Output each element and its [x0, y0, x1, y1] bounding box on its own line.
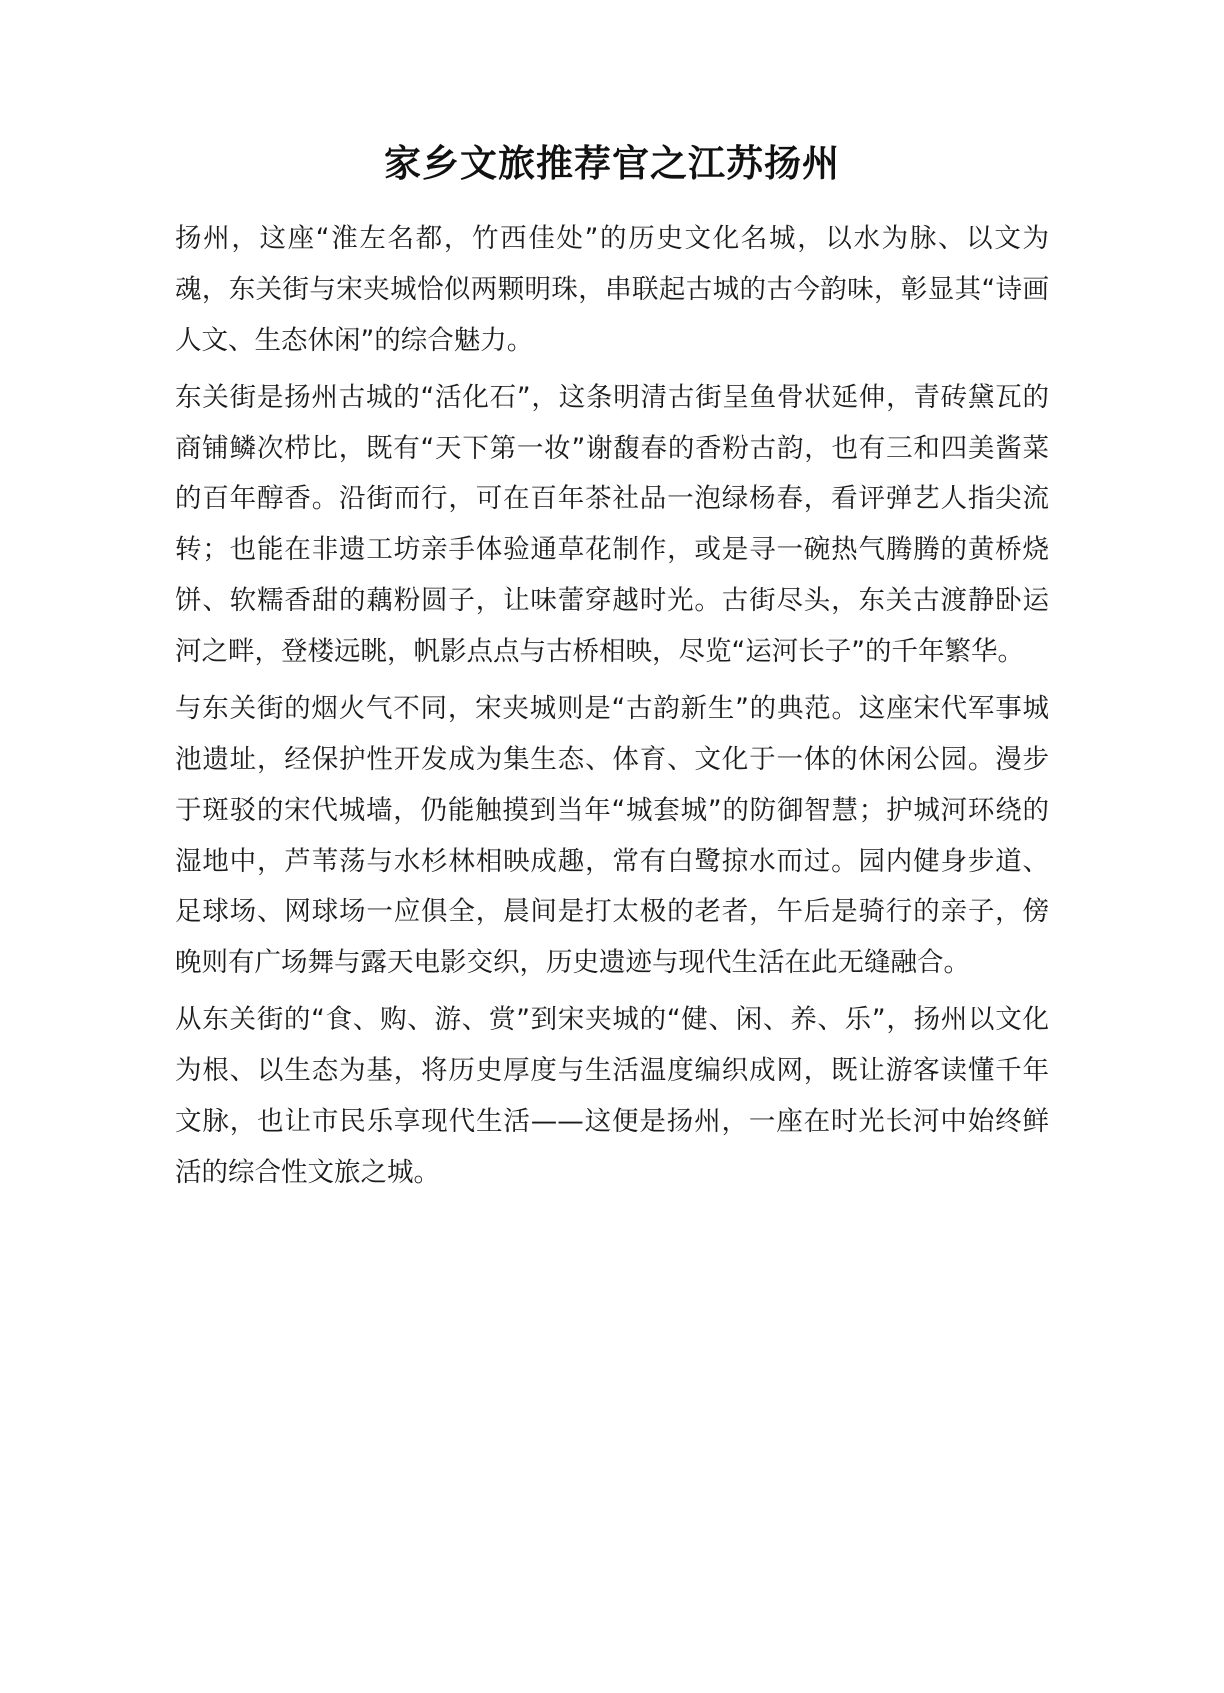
page-title: 家乡文旅推荐官之江苏扬州 — [384, 142, 840, 185]
paragraph-2: 东关街是扬州古城的“活化石”，这条明清古街呈鱼骨状延伸，青砖黛瓦的商铺鳞次栉比，既有“天下第一妆”谢馥春的香粉古韵，也有三和四美酱菜的百年醇香。沿街而行，可在百年茶社品一泡绿杨春，看评弹艺人指尖流转；也能在非遗工坊亲手体验通草花制作，或是寻一碗热气腾腾的黄桥烧饼、软糯香甜的藕粉圆子，让味蕾穿越时光。古街尽头，东关古渡静卧运河之畔，登楼远眺，帆影点点与古桥相映，尽览“运河长子”的千年繁华。 — [175, 381, 1049, 668]
paragraph-1: 扬州，这座“淮左名都，竹西佳处”的历史文化名城，以水为脉、以文为魂，东关街与宋夹城恰似两颗明珠，串联起古城的古今韵味，彰显其“诗画人文、生态休闲”的综合魅力。 — [175, 223, 1049, 356]
document-body — [175, 214, 1049, 1199]
paragraph-3: 与东关街的烟火气不同，宋夹城则是“古韵新生”的典范。这座宋代军事城池遗址，经保护性开发成为集生态、体育、文化于一体的休闲公园。漫步于斑驳的宋代城墙，仍能触摸到当年“城套城”的防御智慧；护城河环绕的湿地中，芦苇荡与水杉林相映成趣，常有白鹭掠水而过。园内健身步道、足球场、网球场一应俱全，晨间是打太极的老者，午后是骑行的亲子，傍晚则有广场舞与露天电影交织，历史遗迹与现代生活在此无缝融合。 — [175, 692, 1049, 979]
paragraph-4: 从东关街的“食、购、游、赏”到宋夹城的“健、闲、养、乐”，扬州以文化为根、以生态为基，将历史厚度与生活温度编织成网，既让游客读懂千年文脉，也让市民乐享现代生活——这便是扬州，一座在时光长河中始终鲜活的综合性文旅之城。 — [175, 1004, 1049, 1188]
